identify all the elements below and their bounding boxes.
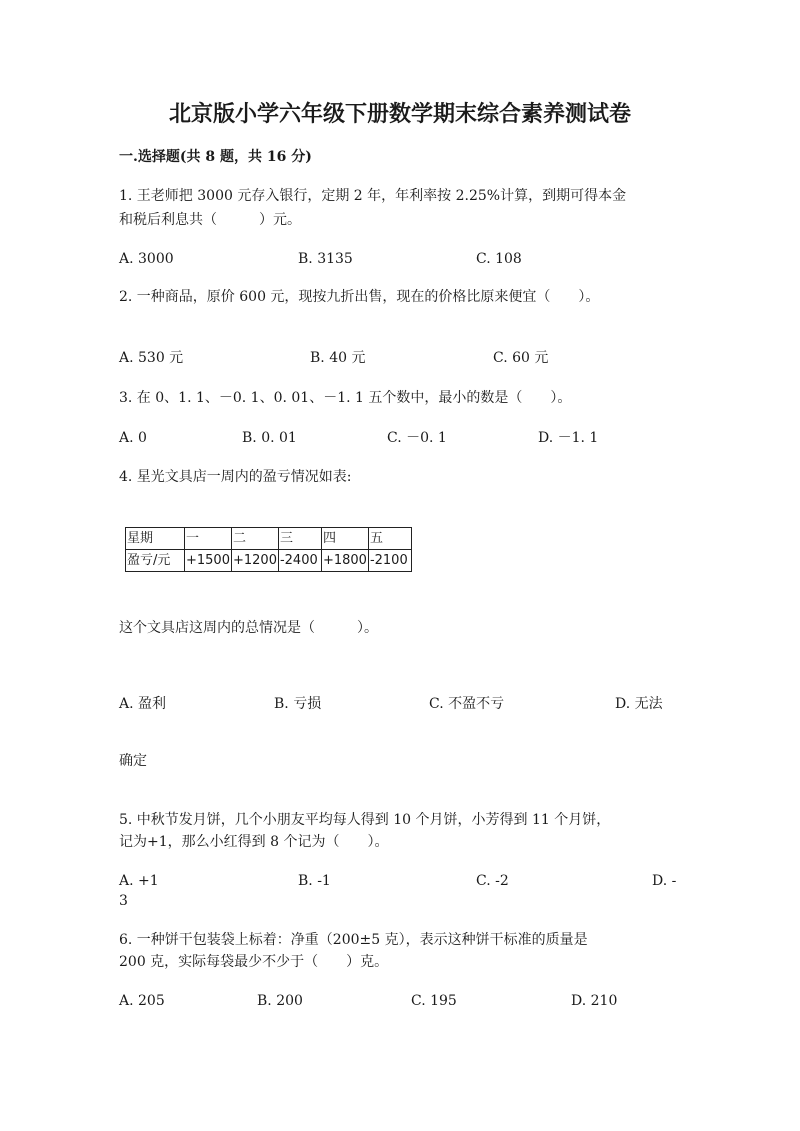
table-cell: 四: [321, 528, 368, 550]
question-2-text: 2. 一种商品，原价 600 元，现按九折出售，现在的价格比原来便宜（ ）。: [119, 289, 600, 305]
table-cell: 二: [231, 528, 278, 550]
question-3-option-b: B. 0. 01: [242, 430, 297, 446]
table-header-row: [126, 528, 412, 550]
question-5-option-d: D. -: [652, 873, 677, 889]
question-1-line-1: 1. 王老师把 3000 元存入银行，定期 2 年，年利率按 2.25%计算，到期可得本金: [119, 188, 627, 204]
question-2-option-a: A. 530 元: [119, 350, 184, 366]
question-4-text: 4. 星光文具店一周内的盈亏情况如表:: [119, 469, 352, 485]
question-1-option-b: B. 3135: [298, 251, 353, 267]
question-4-option-b: B. 亏损: [274, 696, 322, 712]
question-6-line-1: 6. 一种饼干包装袋上标着：净重（200±5 克），表示这种饼干标准的质量是: [119, 932, 588, 948]
table-row: [126, 550, 412, 572]
question-5-option-d-continued: 3: [119, 893, 128, 909]
question-3-option-c: C. －0. 1: [387, 430, 447, 446]
question-1-option-a: A. 3000: [119, 251, 174, 267]
table-cell: -2100: [368, 550, 411, 572]
table-cell: +1800: [321, 550, 368, 572]
question-6-option-d: D. 210: [571, 993, 618, 1009]
question-4-option-a: A. 盈利: [119, 696, 167, 712]
question-3-text: 3. 在 0、1. 1、－0. 1、0. 01、－1. 1 五个数中，最小的数是（ ）。: [119, 390, 572, 406]
table-cell: -2400: [278, 550, 321, 572]
question-6-option-b: B. 200: [257, 993, 303, 1009]
table-cell: 五: [368, 528, 411, 550]
table-cell: 盈亏/元: [126, 550, 185, 572]
table-cell: 一: [185, 528, 232, 550]
question-1-option-c: C. 108: [476, 251, 522, 267]
question-6-option-c: C. 195: [411, 993, 457, 1009]
question-4-option-d: D. 无法: [615, 696, 663, 712]
question-6-line-2: 200 克，实际每袋最少不少于（ ）克。: [119, 954, 389, 970]
table-cell: +1500: [185, 550, 232, 572]
table-cell: 三: [278, 528, 321, 550]
question-5-line-1: 5. 中秋节发月饼，几个小朋友平均每人得到 10 个月饼，小芳得到 11 个月饼，: [119, 812, 611, 828]
question-5-option-b: B. -1: [298, 873, 331, 889]
profit-loss-table: [125, 527, 412, 572]
question-4-option-c: C. 不盈不亏: [429, 696, 505, 712]
question-2-option-c: C. 60 元: [493, 350, 549, 366]
section-heading: 一.选择题(共 8 题，共 16 分): [119, 149, 312, 165]
question-5-option-a: A. +1: [119, 873, 159, 889]
exam-title: 北京版小学六年级下册数学期末综合素养测试卷: [168, 101, 631, 127]
question-5-line-2: 记为+1，那么小红得到 8 个记为（ ）。: [119, 834, 389, 850]
table-cell: 星期: [126, 528, 185, 550]
question-4-option-d-continued: 确定: [119, 753, 147, 769]
question-6-option-a: A. 205: [119, 993, 165, 1009]
question-5-option-c: C. -2: [476, 873, 509, 889]
question-3-option-d: D. －1. 1: [538, 430, 599, 446]
question-1-line-2: 和税后利息共（ ）元。: [119, 212, 301, 228]
table-cell: +1200: [231, 550, 278, 572]
question-3-option-a: A. 0: [119, 430, 147, 446]
question-2-option-b: B. 40 元: [310, 350, 366, 366]
question-4-question: 这个文具店这周内的总情况是（ ）。: [119, 620, 378, 636]
